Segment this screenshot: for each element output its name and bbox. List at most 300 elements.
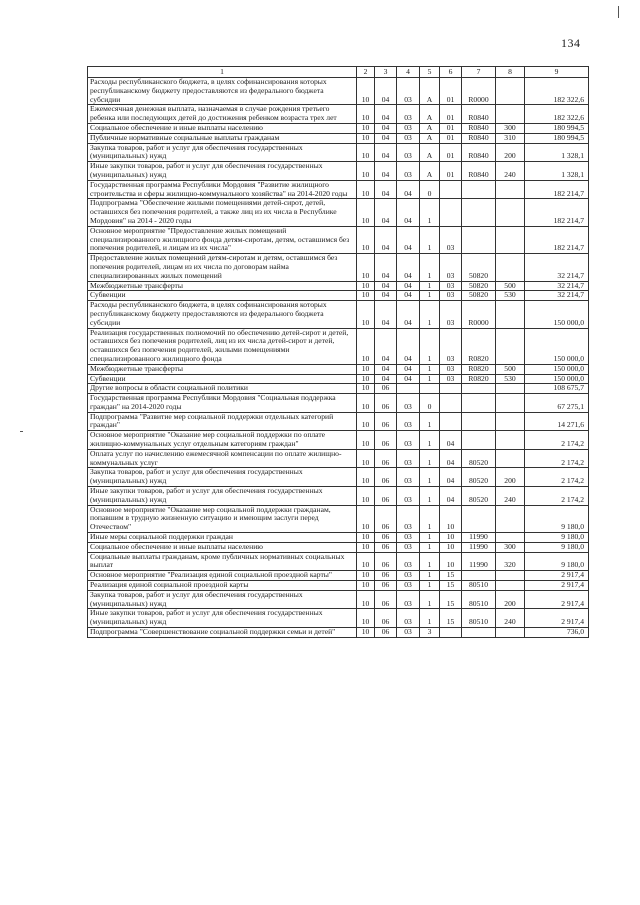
column-header: 2 bbox=[357, 67, 375, 78]
amount: 150 000,0 bbox=[525, 328, 589, 364]
activity-code: 15 bbox=[440, 581, 462, 591]
amount: 2 174,2 bbox=[525, 431, 589, 450]
program-code: 03 bbox=[397, 628, 420, 638]
subprogram-code: 1 bbox=[420, 431, 440, 450]
activity-code bbox=[440, 412, 462, 431]
subprogram-code: 0 bbox=[420, 180, 440, 199]
column-header: 4 bbox=[397, 67, 420, 78]
row-name: Государственная программа Республики Мордовия "Развитие жилищного строительства и сферы жилищно-коммунального хозяйства" на 2014-2020 годы bbox=[88, 180, 357, 199]
table-row bbox=[88, 328, 589, 364]
amount: 1 328,1 bbox=[525, 143, 589, 162]
expense-type-code bbox=[496, 301, 525, 328]
direction-code: 80520 bbox=[462, 487, 496, 506]
subprogram-code: 1 bbox=[420, 552, 440, 571]
direction-code: 11990 bbox=[462, 552, 496, 571]
activity-code: 03 bbox=[440, 374, 462, 384]
section-code: 10 bbox=[357, 628, 375, 638]
row-name: Основное мероприятие "Оказание мер социальной поддержки по оплате жилищно-коммунальных услуг отдельным категориям граждан" bbox=[88, 431, 357, 450]
direction-code bbox=[462, 571, 496, 581]
section-code: 10 bbox=[357, 571, 375, 581]
direction-code: R0840 bbox=[462, 162, 496, 181]
table-row bbox=[88, 78, 589, 105]
activity-code: 10 bbox=[440, 542, 462, 552]
table-row bbox=[88, 301, 589, 328]
section-code: 10 bbox=[357, 226, 375, 253]
expense-type-code: 500 bbox=[496, 364, 525, 374]
subsection-code: 04 bbox=[375, 105, 397, 124]
subprogram-code: 1 bbox=[420, 199, 440, 226]
program-code: 04 bbox=[397, 364, 420, 374]
direction-code bbox=[462, 412, 496, 431]
subsection-code: 06 bbox=[375, 468, 397, 487]
subprogram-code: 1 bbox=[420, 533, 440, 543]
table-row bbox=[88, 123, 589, 133]
expense-type-code bbox=[496, 628, 525, 638]
row-name: Иные закупки товаров, работ и услуг для обеспечения государственных (муниципальных) нужд bbox=[88, 487, 357, 506]
amount: 67 275,1 bbox=[525, 394, 589, 413]
direction-code: R0840 bbox=[462, 105, 496, 124]
subsection-code: 06 bbox=[375, 542, 397, 552]
table-row bbox=[88, 254, 589, 281]
direction-code: 11990 bbox=[462, 542, 496, 552]
section-code: 10 bbox=[357, 291, 375, 301]
amount: 32 214,7 bbox=[525, 254, 589, 281]
section-code: 10 bbox=[357, 143, 375, 162]
program-code: 03 bbox=[397, 123, 420, 133]
subprogram-code: А bbox=[420, 105, 440, 124]
subsection-code: 04 bbox=[375, 328, 397, 364]
amount: 32 214,7 bbox=[525, 291, 589, 301]
section-code: 10 bbox=[357, 505, 375, 532]
table-row bbox=[88, 133, 589, 143]
subsection-code: 06 bbox=[375, 552, 397, 571]
row-name: Закупка товаров, работ и услуг для обеспечения государственных (муниципальных) нужд bbox=[88, 590, 357, 609]
activity-code: 01 bbox=[440, 105, 462, 124]
row-name: Расходы республиканского бюджета, в целях софинансирования которых республиканскому бюджету предоставляются из федерального бюджета субсидии bbox=[88, 78, 357, 105]
section-code: 10 bbox=[357, 609, 375, 628]
row-name: Иные закупки товаров, работ и услуг для обеспечения государственных (муниципальных) нужд bbox=[88, 162, 357, 181]
amount: 736,0 bbox=[525, 628, 589, 638]
row-name: Основное мероприятие "Предоставление жилых помещений специализированного жилищного фонда детям-сиротам, детям, оставшимся без попечения родителей, и лицам из их числа" bbox=[88, 226, 357, 253]
expense-type-code: 530 bbox=[496, 374, 525, 384]
amount: 182 214,7 bbox=[525, 180, 589, 199]
expense-type-code bbox=[496, 180, 525, 199]
activity-code: 04 bbox=[440, 468, 462, 487]
column-header: 8 bbox=[496, 67, 525, 78]
direction-code: R0840 bbox=[462, 143, 496, 162]
expense-type-code: 240 bbox=[496, 609, 525, 628]
activity-code: 03 bbox=[440, 364, 462, 374]
activity-code: 10 bbox=[440, 552, 462, 571]
expense-type-code: 310 bbox=[496, 133, 525, 143]
activity-code: 10 bbox=[440, 505, 462, 532]
program-code: 03 bbox=[397, 449, 420, 468]
subsection-code: 06 bbox=[375, 487, 397, 506]
activity-code bbox=[440, 384, 462, 394]
amount: 2 174,2 bbox=[525, 487, 589, 506]
program-code: 03 bbox=[397, 542, 420, 552]
activity-code: 15 bbox=[440, 590, 462, 609]
program-code: 03 bbox=[397, 78, 420, 105]
direction-code: R0840 bbox=[462, 133, 496, 143]
activity-code: 04 bbox=[440, 431, 462, 450]
subsection-code: 06 bbox=[375, 590, 397, 609]
row-name: Другие вопросы в области социальной политики bbox=[88, 384, 357, 394]
program-code: 03 bbox=[397, 487, 420, 506]
table-row bbox=[88, 571, 589, 581]
activity-code bbox=[440, 628, 462, 638]
amount: 2 174,2 bbox=[525, 449, 589, 468]
expense-type-code: 240 bbox=[496, 487, 525, 506]
section-code: 10 bbox=[357, 162, 375, 181]
subprogram-code: 1 bbox=[420, 468, 440, 487]
activity-code: 15 bbox=[440, 571, 462, 581]
expense-type-code bbox=[496, 431, 525, 450]
activity-code: 03 bbox=[440, 291, 462, 301]
amount: 2 174,2 bbox=[525, 468, 589, 487]
subprogram-code: 1 bbox=[420, 505, 440, 532]
activity-code: 01 bbox=[440, 143, 462, 162]
expense-type-code bbox=[496, 412, 525, 431]
amount: 2 917,4 bbox=[525, 590, 589, 609]
activity-code: 03 bbox=[440, 281, 462, 291]
table-row bbox=[88, 533, 589, 543]
subprogram-code: 1 bbox=[420, 412, 440, 431]
activity-code: 03 bbox=[440, 254, 462, 281]
table-row bbox=[88, 552, 589, 571]
row-name: Иные закупки товаров, работ и услуг для обеспечения государственных (муниципальных) нужд bbox=[88, 609, 357, 628]
amount: 2 917,4 bbox=[525, 581, 589, 591]
direction-code: 80520 bbox=[462, 449, 496, 468]
row-name: Подпрограмма "Совершенствование социальной поддержки семьи и детей" bbox=[88, 628, 357, 638]
table-row bbox=[88, 374, 589, 384]
amount: 180 994,5 bbox=[525, 123, 589, 133]
section-code: 10 bbox=[357, 487, 375, 506]
expense-type-code: 300 bbox=[496, 542, 525, 552]
expense-type-code: 320 bbox=[496, 552, 525, 571]
program-code: 04 bbox=[397, 291, 420, 301]
subprogram-code: 1 bbox=[420, 374, 440, 384]
activity-code: 10 bbox=[440, 533, 462, 543]
amount: 2 917,4 bbox=[525, 609, 589, 628]
subsection-code: 04 bbox=[375, 281, 397, 291]
subsection-code: 04 bbox=[375, 254, 397, 281]
column-header: 3 bbox=[375, 67, 397, 78]
row-name: Подпрограмма "Развитие мер социальной поддержки отдельных категорий граждан" bbox=[88, 412, 357, 431]
section-code: 10 bbox=[357, 533, 375, 543]
subsection-code: 06 bbox=[375, 394, 397, 413]
subsection-code: 04 bbox=[375, 374, 397, 384]
table-row bbox=[88, 449, 589, 468]
subprogram-code: А bbox=[420, 123, 440, 133]
subsection-code: 04 bbox=[375, 301, 397, 328]
subsection-code: 04 bbox=[375, 226, 397, 253]
amount: 32 214,7 bbox=[525, 281, 589, 291]
program-code: 03 bbox=[397, 394, 420, 413]
expense-type-code bbox=[496, 384, 525, 394]
table-row bbox=[88, 505, 589, 532]
expense-type-code bbox=[496, 571, 525, 581]
amount: 150 000,0 bbox=[525, 374, 589, 384]
program-code: 04 bbox=[397, 328, 420, 364]
subsection-code: 06 bbox=[375, 609, 397, 628]
table-row bbox=[88, 199, 589, 226]
amount: 1 328,1 bbox=[525, 162, 589, 181]
subsection-code: 06 bbox=[375, 581, 397, 591]
amount: 150 000,0 bbox=[525, 301, 589, 328]
direction-code: 11990 bbox=[462, 533, 496, 543]
table-row bbox=[88, 412, 589, 431]
table-row bbox=[88, 291, 589, 301]
expense-type-code: 500 bbox=[496, 281, 525, 291]
program-code: 03 bbox=[397, 143, 420, 162]
program-code: 04 bbox=[397, 254, 420, 281]
program-code: 03 bbox=[397, 105, 420, 124]
section-code: 10 bbox=[357, 328, 375, 364]
expense-type-code bbox=[496, 533, 525, 543]
amount: 2 917,4 bbox=[525, 571, 589, 581]
section-code: 10 bbox=[357, 123, 375, 133]
direction-code bbox=[462, 384, 496, 394]
direction-code: R0820 bbox=[462, 364, 496, 374]
table-row bbox=[88, 542, 589, 552]
program-code: 03 bbox=[397, 431, 420, 450]
direction-code: R0000 bbox=[462, 78, 496, 105]
activity-code: 04 bbox=[440, 487, 462, 506]
subprogram-code: 1 bbox=[420, 301, 440, 328]
subsection-code: 04 bbox=[375, 162, 397, 181]
direction-code: 50820 bbox=[462, 291, 496, 301]
direction-code: 80510 bbox=[462, 590, 496, 609]
table-row bbox=[88, 162, 589, 181]
amount: 182 322,6 bbox=[525, 78, 589, 105]
amount: 108 675,7 bbox=[525, 384, 589, 394]
subprogram-code: 0 bbox=[420, 394, 440, 413]
section-code: 10 bbox=[357, 199, 375, 226]
direction-code: R0000 bbox=[462, 301, 496, 328]
expense-type-code bbox=[496, 199, 525, 226]
subsection-code: 04 bbox=[375, 143, 397, 162]
column-header: 6 bbox=[440, 67, 462, 78]
row-name: Ежемесячная денежная выплата, назначаемая в случае рождения третьего ребенка или последующих детей до достижения ребенком возраста трех лет bbox=[88, 105, 357, 124]
table-row bbox=[88, 384, 589, 394]
expense-type-code bbox=[496, 105, 525, 124]
subprogram-code: 1 bbox=[420, 487, 440, 506]
program-code: 04 bbox=[397, 374, 420, 384]
expense-type-code bbox=[496, 254, 525, 281]
section-code: 10 bbox=[357, 412, 375, 431]
column-header: 5 bbox=[420, 67, 440, 78]
program-code: 03 bbox=[397, 609, 420, 628]
activity-code: 01 bbox=[440, 78, 462, 105]
section-code: 10 bbox=[357, 133, 375, 143]
direction-code: R0820 bbox=[462, 328, 496, 364]
column-header: 7 bbox=[462, 67, 496, 78]
activity-code: 04 bbox=[440, 449, 462, 468]
row-name: Иные меры социальной поддержки граждан bbox=[88, 533, 357, 543]
section-code: 10 bbox=[357, 281, 375, 291]
direction-code bbox=[462, 431, 496, 450]
table-row bbox=[88, 590, 589, 609]
table-row bbox=[88, 394, 589, 413]
table-row bbox=[88, 487, 589, 506]
subprogram-code: 1 bbox=[420, 581, 440, 591]
direction-code: 50820 bbox=[462, 281, 496, 291]
program-code: 03 bbox=[397, 468, 420, 487]
amount: 182 214,7 bbox=[525, 199, 589, 226]
program-code: 03 bbox=[397, 412, 420, 431]
row-name: Межбюджетные трансферты bbox=[88, 364, 357, 374]
activity-code bbox=[440, 180, 462, 199]
subprogram-code: 1 bbox=[420, 364, 440, 374]
column-header: 9 bbox=[525, 67, 589, 78]
scan-mark-top-right bbox=[618, 6, 619, 18]
amount: 9 180,0 bbox=[525, 542, 589, 552]
section-code: 10 bbox=[357, 105, 375, 124]
amount: 150 000,0 bbox=[525, 364, 589, 374]
activity-code: 01 bbox=[440, 162, 462, 181]
direction-code bbox=[462, 199, 496, 226]
row-name: Закупка товаров, работ и услуг для обеспечения государственных (муниципальных) нужд bbox=[88, 468, 357, 487]
direction-code: 80520 bbox=[462, 468, 496, 487]
subsection-code: 06 bbox=[375, 505, 397, 532]
subprogram-code: 1 bbox=[420, 281, 440, 291]
section-code: 10 bbox=[357, 431, 375, 450]
subprogram-code: 1 bbox=[420, 590, 440, 609]
activity-code: 03 bbox=[440, 301, 462, 328]
row-name: Расходы республиканского бюджета, в целях софинансирования которых республиканскому бюджету предоставляются из федерального бюджета субсидии bbox=[88, 301, 357, 328]
row-name: Реализация государственных полномочий по обеспечению детей-сирот и детей, оставшихся без попечения родителей, лиц из их числа детей-сирот и детей, оставшихся без попечения родителей, жилыми помещениями специализированного жилищного фонда bbox=[88, 328, 357, 364]
amount: 180 994,5 bbox=[525, 133, 589, 143]
section-code: 10 bbox=[357, 468, 375, 487]
row-name: Социальные выплаты гражданам, кроме публичных нормативных социальных выплат bbox=[88, 552, 357, 571]
program-code: 03 bbox=[397, 505, 420, 532]
amount: 14 271,6 bbox=[525, 412, 589, 431]
table-row bbox=[88, 609, 589, 628]
table-row bbox=[88, 226, 589, 253]
direction-code bbox=[462, 394, 496, 413]
subprogram-code: 1 bbox=[420, 226, 440, 253]
section-code: 10 bbox=[357, 364, 375, 374]
activity-code: 01 bbox=[440, 123, 462, 133]
direction-code: 80510 bbox=[462, 609, 496, 628]
direction-code: 80510 bbox=[462, 581, 496, 591]
section-code: 10 bbox=[357, 254, 375, 281]
expense-type-code bbox=[496, 581, 525, 591]
program-code: 04 bbox=[397, 301, 420, 328]
amount: 9 180,0 bbox=[525, 533, 589, 543]
subprogram-code: 1 bbox=[420, 328, 440, 364]
row-name: Реализация единой социальной проездной карты bbox=[88, 581, 357, 591]
section-code: 10 bbox=[357, 449, 375, 468]
section-code: 10 bbox=[357, 384, 375, 394]
subprogram-code: 1 bbox=[420, 449, 440, 468]
row-name: Закупка товаров, работ и услуг для обеспечения государственных (муниципальных) нужд bbox=[88, 143, 357, 162]
subsection-code: 06 bbox=[375, 449, 397, 468]
direction-code bbox=[462, 226, 496, 253]
program-code: 03 bbox=[397, 571, 420, 581]
row-name: Подпрограмма "Обеспечение жилыми помещениями детей-сирот, детей, оставшихся без попечения родителей, а также лиц из их числа в Республике Мордовия" на 2014 - 2020 годы bbox=[88, 199, 357, 226]
section-code: 10 bbox=[357, 301, 375, 328]
row-name: Основное мероприятие "Реализация единой социальной проездной карты" bbox=[88, 571, 357, 581]
program-code: 04 bbox=[397, 281, 420, 291]
expense-type-code: 300 bbox=[496, 123, 525, 133]
table-row bbox=[88, 281, 589, 291]
expense-type-code bbox=[496, 505, 525, 532]
program-code: 03 bbox=[397, 162, 420, 181]
direction-code: 50820 bbox=[462, 254, 496, 281]
program-code: 04 bbox=[397, 199, 420, 226]
row-name: Социальное обеспечение и иные выплаты населению bbox=[88, 123, 357, 133]
row-name: Субвенции bbox=[88, 374, 357, 384]
column-header: 1 bbox=[88, 67, 357, 78]
amount: 9 180,0 bbox=[525, 505, 589, 532]
expense-type-code bbox=[496, 449, 525, 468]
expense-type-code bbox=[496, 226, 525, 253]
subprogram-code: А bbox=[420, 78, 440, 105]
subprogram-code: 1 bbox=[420, 254, 440, 281]
subsection-code: 04 bbox=[375, 78, 397, 105]
expense-type-code: 200 bbox=[496, 468, 525, 487]
direction-code bbox=[462, 628, 496, 638]
table-row bbox=[88, 628, 589, 638]
program-code: 04 bbox=[397, 226, 420, 253]
subsection-code: 06 bbox=[375, 384, 397, 394]
table-row bbox=[88, 468, 589, 487]
program-code: 03 bbox=[397, 581, 420, 591]
expense-type-code: 200 bbox=[496, 590, 525, 609]
section-code: 10 bbox=[357, 552, 375, 571]
row-name: Основное мероприятие "Оказание мер социальной поддержки гражданам, попавшим в трудную жизненную ситуацию и имеющим заслуги перед Отечеством" bbox=[88, 505, 357, 532]
row-name: Государственная программа Республики Мордовия "Социальная поддержка граждан" на 2014-2020 годы bbox=[88, 394, 357, 413]
table-header-row bbox=[88, 67, 589, 78]
budget-table bbox=[87, 66, 589, 638]
row-name: Социальное обеспечение и иные выплаты населению bbox=[88, 542, 357, 552]
subprogram-code: 1 bbox=[420, 542, 440, 552]
subprogram-code: А bbox=[420, 133, 440, 143]
subsection-code: 04 bbox=[375, 123, 397, 133]
table-row bbox=[88, 431, 589, 450]
row-name: Публичные нормативные социальные выплаты гражданам bbox=[88, 133, 357, 143]
subsection-code: 04 bbox=[375, 364, 397, 374]
scan-mark-left bbox=[20, 431, 23, 432]
section-code: 10 bbox=[357, 78, 375, 105]
subprogram-code: А bbox=[420, 162, 440, 181]
subsection-code: 06 bbox=[375, 412, 397, 431]
direction-code: R0840 bbox=[462, 123, 496, 133]
subsection-code: 06 bbox=[375, 628, 397, 638]
activity-code: 01 bbox=[440, 133, 462, 143]
table-row bbox=[88, 581, 589, 591]
direction-code: R0820 bbox=[462, 374, 496, 384]
activity-code: 03 bbox=[440, 226, 462, 253]
direction-code bbox=[462, 505, 496, 532]
subprogram-code bbox=[420, 384, 440, 394]
subsection-code: 06 bbox=[375, 571, 397, 581]
subprogram-code: А bbox=[420, 143, 440, 162]
table-row bbox=[88, 105, 589, 124]
subsection-code: 06 bbox=[375, 533, 397, 543]
table-body bbox=[88, 78, 589, 638]
section-code: 10 bbox=[357, 542, 375, 552]
expense-type-code bbox=[496, 328, 525, 364]
activity-code bbox=[440, 199, 462, 226]
program-code: 03 bbox=[397, 133, 420, 143]
program-code: 03 bbox=[397, 533, 420, 543]
subsection-code: 06 bbox=[375, 431, 397, 450]
activity-code: 15 bbox=[440, 609, 462, 628]
subsection-code: 04 bbox=[375, 133, 397, 143]
